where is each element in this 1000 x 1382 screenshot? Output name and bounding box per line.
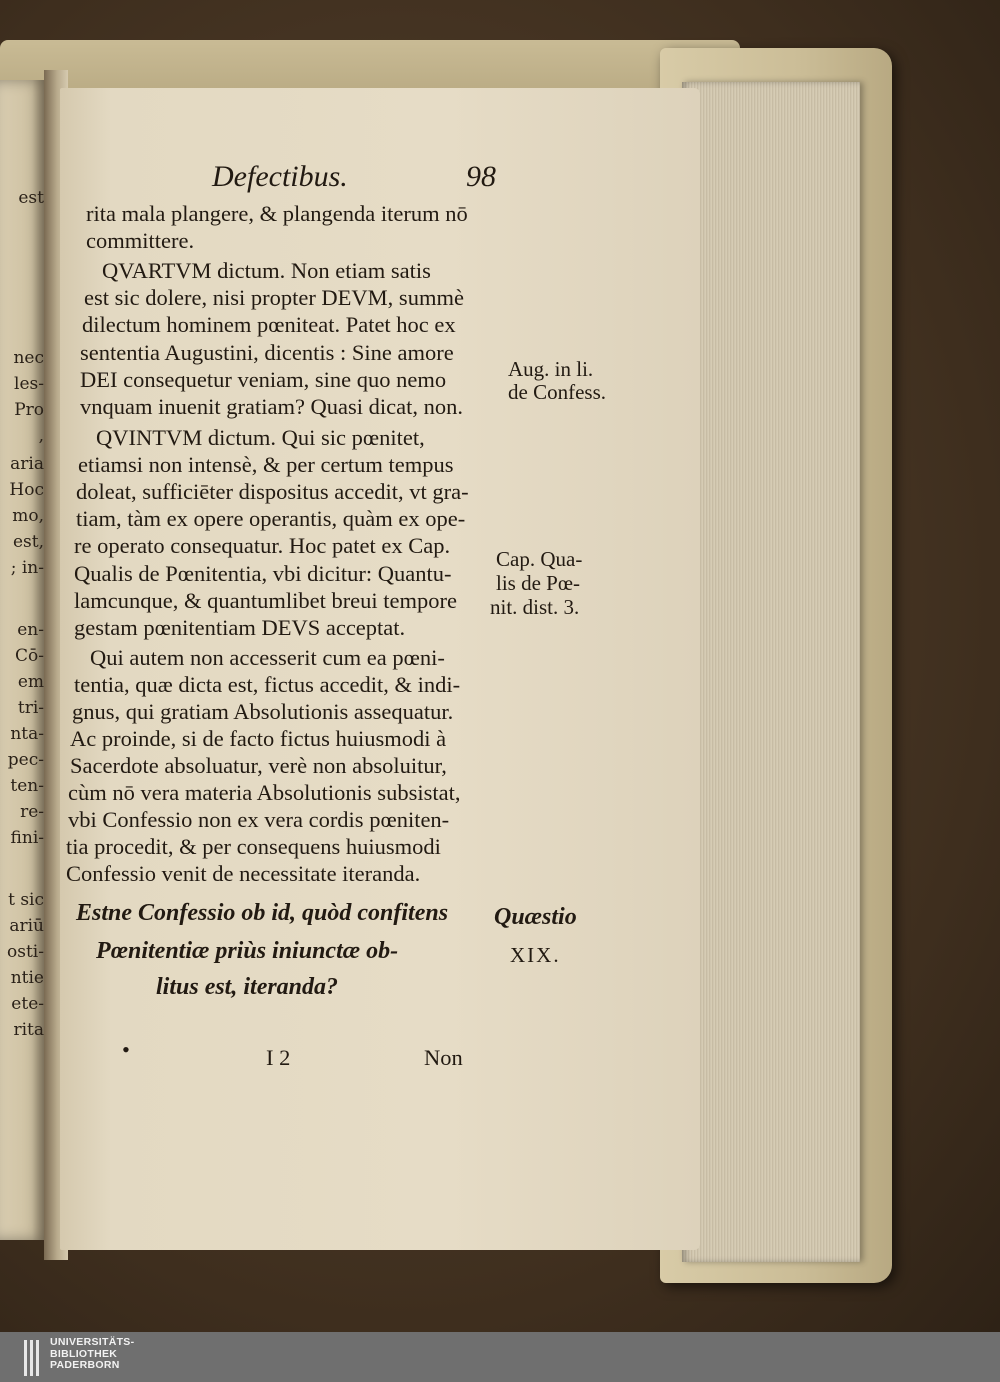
question-heading: litus est, iteranda? — [156, 974, 339, 1000]
left-fragment: en- — [17, 620, 44, 640]
body-line: QVINTVM dictum. Qui sic pœnitet, — [96, 425, 425, 450]
left-fragment: ten- — [10, 776, 44, 796]
body-line: re operato consequatur. Hoc patet ex Cap. — [74, 533, 451, 558]
page-number: 98 — [466, 160, 496, 193]
left-fragment: ete- — [11, 994, 44, 1014]
page-edges — [682, 82, 860, 1262]
margin-note: Cap. Qua- — [496, 547, 583, 571]
body-line: cùm nō vera materia Absolutionis subsistat, — [68, 780, 461, 805]
left-fragment: mo, — [12, 506, 44, 526]
body-line: sententia Augustini, dicentis : Sine amore — [80, 340, 454, 365]
left-fragment: les- — [14, 374, 44, 394]
left-page — [0, 80, 46, 1240]
left-fragment: Pro — [14, 400, 44, 420]
body-line: DEI consequetur veniam, sine quo nemo — [80, 367, 447, 392]
body-line: gestam pœnitentiam DEVS acceptat. — [74, 615, 406, 640]
body-line: tentia, quæ dicta est, fictus accedit, & indi- — [74, 672, 461, 697]
body-line: tiam, tàm ex opere operantis, quàm ex ope- — [76, 506, 466, 531]
left-fragment: , — [38, 426, 44, 446]
left-fragment: Hoc — [9, 480, 44, 500]
question-heading: Pœnitentiæ priùs iniunctæ ob- — [96, 938, 399, 964]
body-line: est sic dolere, nisi propter DEVM, summè — [84, 285, 464, 310]
left-fragment: tri- — [17, 698, 44, 718]
body-line: Qualis de Pœnitentia, vbi dicitur: Quantu- — [74, 561, 452, 586]
margin-note: nit. dist. 3. — [490, 595, 580, 619]
body-line: Confessio venit de necessitate iteranda. — [66, 861, 421, 886]
body-line: Ac proinde, si de facto fictus huiusmodi à — [70, 726, 447, 751]
left-fragment: re- — [20, 802, 44, 822]
running-head: Defectibus. — [212, 160, 348, 193]
body-line: committere. — [86, 228, 195, 253]
signature-mark: I 2 — [266, 1045, 291, 1070]
body-line: rita mala plangere, & plangenda iterum nō — [86, 201, 468, 226]
body-line: lamcunque, & quantumlibet breui tempore — [74, 588, 458, 613]
left-fragment: osti- — [7, 942, 44, 962]
body-line: vnquam inuenit gratiam? Quasi dicat, non. — [80, 394, 464, 419]
question-heading: Estne Confessio ob id, quòd confitens — [76, 900, 449, 926]
margin-note-quaestio: Quæstio — [494, 904, 577, 930]
left-fragment: est, — [12, 532, 44, 552]
catchword: Non — [424, 1045, 463, 1070]
left-fragment: ntie — [10, 968, 44, 988]
left-fragment: aria — [10, 454, 44, 474]
library-name: UNIVERSITÄTS- BIBLIOTHEK PADERBORN — [50, 1336, 135, 1371]
left-fragment: Cō- — [15, 646, 44, 666]
body-line: vbi Confessio non ex vera cordis pœniten- — [68, 807, 450, 832]
body-line: Qui autem non accesserit cum ea pœni- — [90, 645, 445, 670]
margin-note: lis de Pœ- — [496, 571, 580, 595]
body-line: gnus, qui gratiam Absolutionis assequatur. — [72, 699, 454, 724]
left-fragment: pec- — [7, 750, 44, 770]
left-fragment: ariū — [9, 916, 44, 936]
margin-note: Aug. in li. — [508, 357, 594, 381]
ornament: • — [122, 1037, 130, 1062]
left-fragment: fini- — [10, 828, 44, 848]
body-line: etiamsi non intensè, & per certum tempus — [78, 452, 454, 477]
margin-note-quaestio-number: XIX. — [510, 943, 561, 967]
body-line: tia procedit, & per consequens huiusmodi — [66, 834, 441, 859]
left-fragment: nta- — [10, 724, 44, 744]
library-footer — [0, 1332, 1000, 1382]
library-logo-icon — [24, 1340, 40, 1376]
left-fragment: rita — [13, 1020, 44, 1040]
body-line: doleat, sufficiēter dispositus accedit, vt gra- — [76, 479, 469, 504]
left-fragment: est — [18, 188, 44, 208]
left-fragment: em — [17, 672, 44, 692]
body-line: Sacerdote absoluatur, verè non absoluitur, — [70, 753, 447, 778]
margin-note: de Confess. — [508, 380, 606, 404]
body-line: QVARTVM dictum. Non etiam satis — [102, 258, 431, 283]
body-line: dilectum hominem pœniteat. Patet hoc ex — [82, 312, 456, 337]
left-fragment: nec — [13, 348, 44, 368]
left-fragment: t sic — [8, 890, 44, 910]
left-fragment: ; in- — [10, 558, 44, 578]
